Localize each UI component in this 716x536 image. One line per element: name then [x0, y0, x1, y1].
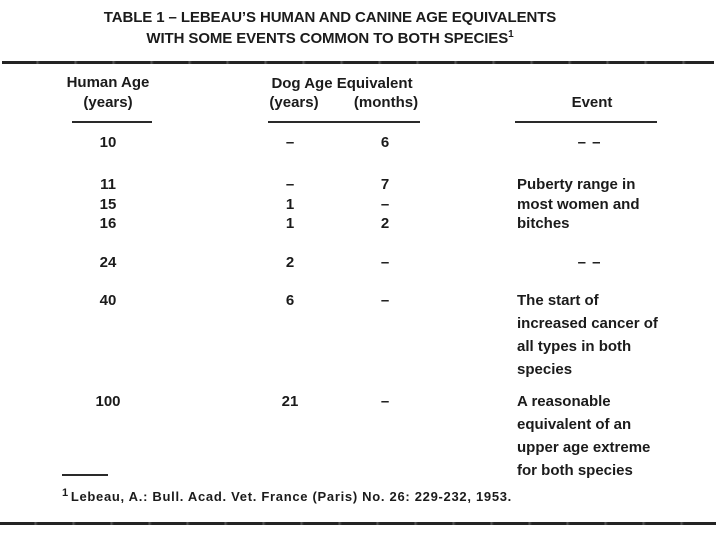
event-text-line: for both species — [517, 462, 633, 479]
dog-years-cell — [240, 133, 340, 153]
event-text-line: Puberty range in — [517, 176, 636, 193]
column-header-human-age-label: Human Age — [66, 74, 150, 91]
footnote-text: Lebeau, A.: Bull. Acad. Vet. France (Paris) No. 26: 229-232, 1953. — [70, 489, 512, 504]
table-value: 15 — [99, 195, 117, 213]
footnote — [62, 488, 662, 505]
table-value: – — [380, 393, 390, 410]
table-title-line1: TABLE 1 – LEBEAU’S HUMAN AND CANINE AGE EQUIVALENTS — [103, 9, 557, 26]
event-cell — [517, 390, 667, 482]
table-title — [0, 7, 660, 49]
dog-months-cell — [335, 253, 435, 273]
dog-years-cell — [240, 390, 340, 413]
event-header-underline — [515, 121, 657, 123]
dog-years-cell — [240, 289, 340, 312]
dog-age-header-underline — [268, 121, 420, 123]
column-header-human-age-unit: (years) — [83, 93, 133, 111]
footnote-reference-superscript: 1 — [508, 29, 514, 40]
table-value: – — [380, 195, 390, 213]
table-value: 10 — [99, 134, 117, 151]
human-age-cell — [58, 175, 158, 234]
bottom-rule — [0, 522, 716, 525]
dog-years-cell — [240, 253, 340, 273]
human-age-header-underline — [72, 121, 152, 123]
event-cell — [517, 175, 667, 234]
table-value: 1 — [285, 215, 295, 232]
event-text-line: increased cancer of — [517, 315, 658, 332]
table-value: 16 — [99, 215, 117, 232]
dog-months-cell — [335, 390, 435, 413]
table-value: 2 — [380, 215, 390, 232]
table-value: – – — [577, 254, 602, 271]
event-cell — [517, 133, 662, 153]
table-value: – — [285, 134, 295, 151]
column-header-human-age — [33, 73, 183, 112]
event-text-line: upper age extreme — [517, 439, 651, 456]
footnote-marker: 1 — [62, 487, 69, 499]
column-header-dog-age-group: Dog Age Equivalent — [271, 74, 413, 92]
human-age-cell — [58, 289, 158, 312]
dog-months-cell — [335, 133, 435, 153]
event-text-line: species — [517, 361, 573, 378]
human-age-cell — [58, 390, 158, 413]
table-value: – – — [577, 134, 602, 151]
top-rule — [2, 61, 714, 64]
dog-months-cell — [335, 289, 435, 312]
event-cell — [517, 253, 662, 273]
table-value: 6 — [285, 292, 295, 309]
event-text-line: all types in both — [517, 338, 632, 355]
event-text-line: bitches — [517, 215, 570, 232]
human-age-cell — [58, 253, 158, 273]
column-header-dog-years: (years) — [269, 93, 319, 111]
dog-months-cell — [335, 175, 435, 234]
table-value: 2 — [285, 254, 295, 271]
table-title-line2 — [0, 28, 660, 49]
table-value: – — [380, 254, 390, 271]
table-value: 7 — [380, 176, 390, 193]
event-text-line: A reasonable — [517, 393, 611, 410]
event-text-line: most women and — [517, 195, 640, 213]
table-value: – — [285, 176, 295, 193]
table-title-line2-text: WITH SOME EVENTS COMMON TO BOTH SPECIES — [146, 30, 509, 47]
table-value: 6 — [380, 134, 390, 151]
table-value: 40 — [99, 292, 117, 309]
table-value: 100 — [95, 393, 121, 410]
table-value: 21 — [281, 393, 299, 410]
table-value: 1 — [285, 195, 295, 213]
human-age-cell — [58, 133, 158, 153]
table-value: 24 — [99, 254, 117, 271]
column-header-dog-months: (months) — [353, 93, 419, 111]
footnote-rule — [62, 474, 108, 476]
column-header-event: Event — [571, 93, 613, 111]
table-value: – — [380, 292, 390, 309]
event-text-line: equivalent of an — [517, 416, 632, 433]
dog-years-cell — [240, 175, 340, 234]
event-text-line: The start of — [517, 292, 599, 309]
table-value: 11 — [100, 176, 116, 193]
event-cell — [517, 289, 667, 381]
